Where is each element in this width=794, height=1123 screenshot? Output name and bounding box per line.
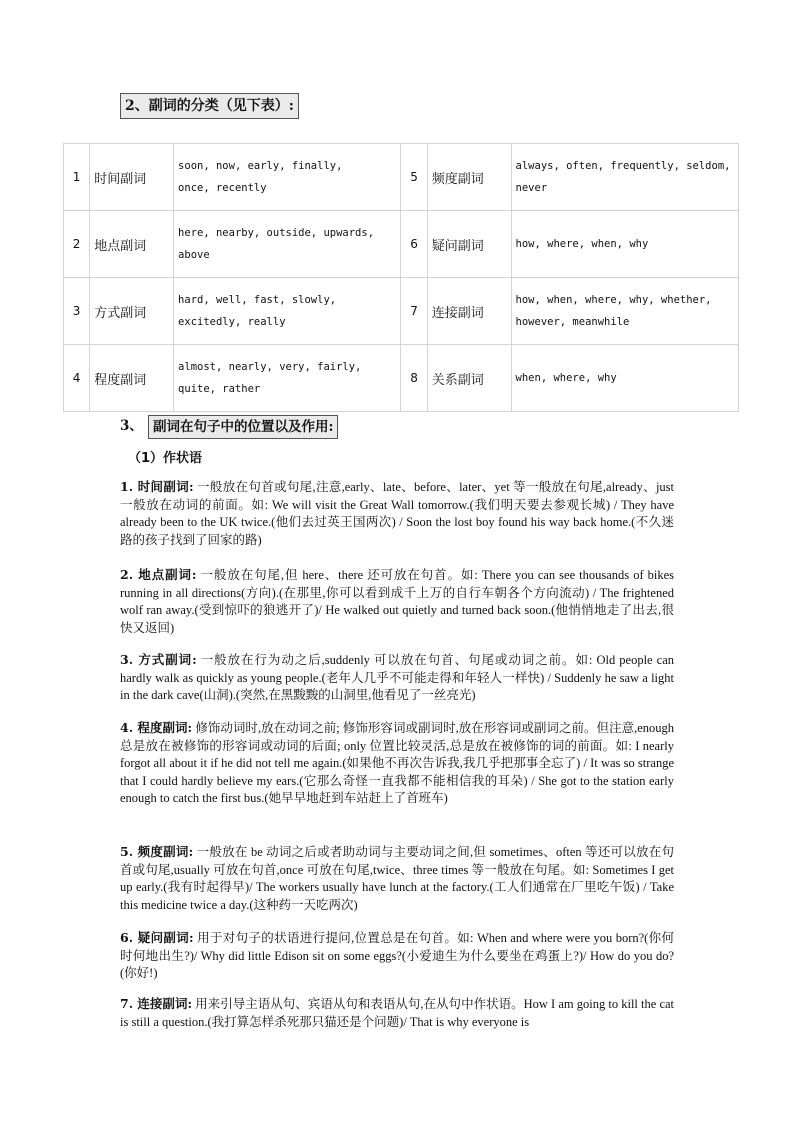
table-row	[64, 144, 739, 211]
paragraph-label: 4. 程度副词:	[120, 720, 193, 735]
section-3-heading: 副词在句子中的位置以及作用:	[148, 415, 338, 439]
paragraph-label: 5. 频度副词:	[120, 844, 194, 859]
example-words-line: here, nearby, outside, upwards,	[178, 227, 375, 239]
category-examples	[174, 278, 401, 345]
example-words-line: how, where, when, why	[515, 238, 649, 250]
paragraph-label: 7. 连接副词:	[120, 996, 193, 1011]
category-examples	[511, 278, 738, 345]
example-words-line: almost, nearly, very, fairly,	[178, 361, 362, 373]
category-number: 3	[64, 278, 90, 345]
category-number: 4	[64, 345, 90, 412]
category-name: 地点副词	[90, 211, 174, 278]
paragraph-conjunctive-adverbs	[120, 995, 674, 1031]
category-examples	[511, 144, 738, 211]
example-words-line: excitedly, really	[178, 316, 286, 328]
paragraph-text: 一般放在 be 动词之后或者助动词与主要动词之间,但 sometimes、often 等还可以放在句首或句尾,usually 可放在句首,once 可放在句尾,twice、three times 等一般放在句尾。如: Sometimes I get up early.(我有时起得早)/ The workers usually have lunch at the factory.(工人们通常在厂里吃午饭) / Take this medicine twice a day.(这种药一天吃两次)	[120, 845, 675, 912]
example-words-line: above	[178, 249, 210, 261]
adverb-classification-table	[63, 143, 739, 412]
paragraph-text: 一般放在句首或句尾,注意,early、late、before、later、yet 等一般放在句尾,already、just 一般放在动词的前面。如: We will visit the Great Wall tomorrow.(我们明天要去参观长城) / They have already been to the UK twice.(他们去过英王国两次) / Soon the lost boy found his way back home.(不久迷路的孩子找到了回家的路)	[120, 480, 675, 547]
section-3-number: 3、	[120, 418, 143, 434]
subsection-1-title: （1）作状语	[128, 451, 203, 466]
category-name: 连接副词	[427, 278, 511, 345]
category-name: 频度副词	[427, 144, 511, 211]
category-examples	[511, 211, 738, 278]
category-number: 2	[64, 211, 90, 278]
paragraph-label: 2. 地点副词:	[120, 567, 197, 582]
example-words-line: once, recently	[178, 182, 267, 194]
example-words-line: never	[515, 182, 548, 194]
paragraph-manner-adverbs	[120, 651, 674, 705]
paragraph-text: 用来引导主语从句、宾语从句和表语从句,在从句中作状语。How I am going to kill the cat is still a question.(我打算怎样杀死那只猫还是个问题)/ That is why everyone is	[120, 997, 675, 1029]
table-row	[64, 211, 739, 278]
example-words-line: how, when, where, why, whether,	[515, 294, 712, 306]
category-number: 8	[401, 345, 427, 412]
category-examples	[174, 211, 401, 278]
paragraph-degree-adverbs	[120, 719, 674, 808]
category-examples	[174, 345, 401, 412]
example-words-line: hard, well, fast, slowly,	[178, 294, 337, 306]
category-examples	[174, 144, 401, 211]
category-number: 1	[64, 144, 90, 211]
paragraph-frequency-adverbs	[120, 843, 674, 914]
category-number: 6	[401, 211, 427, 278]
paragraph-text: 一般放在行为动之后,suddenly 可以放在句首、句尾或动词之前。如: Old people can hardly walk as quickly as young people.(老年人几乎不可能走得和年轻人一样快) / Suddenly he saw a light in the dark cave(山洞).(突然,在黑黢黢的山洞里,他看见了一丝亮光)	[120, 653, 674, 703]
example-words-line: soon, now, early, finally,	[178, 160, 343, 172]
category-examples	[511, 345, 738, 412]
section-2-heading: 2、副词的分类（见下表）:	[120, 93, 299, 119]
paragraph-label: 1. 时间副词:	[120, 479, 194, 494]
paragraph-text: 修饰动词时,放在动词之前; 修饰形容词或副词时,放在形容词或副词之前。但注意,enough 总是放在被修饰的形容词或动词的后面; only 位置比较灵活,总是放在被修饰的词的前面。如: I nearly forgot all about it if he did not tell me again.(如果他不再次告诉我,我几乎把那事全忘了) / It was so strange that I could hardly believe my ears.(它那么奇怪一直我都不能相信我的耳朵) / She got to the station early enough to catch the first bus.(她早早地赶到车站赶上了首班车)	[120, 721, 675, 806]
category-number: 5	[401, 144, 427, 211]
paragraph-interrogative-adverbs	[120, 929, 674, 983]
paragraph-label: 6. 疑问副词:	[120, 930, 194, 945]
example-words-line: quite, rather	[178, 383, 261, 395]
category-name: 疑问副词	[427, 211, 511, 278]
category-number: 7	[401, 278, 427, 345]
example-words-line: however, meanwhile	[515, 316, 630, 328]
paragraph-place-adverbs	[120, 566, 674, 637]
example-words-line: always, often, frequently, seldom,	[515, 160, 731, 172]
paragraph-text: 一般放在句尾,但 here、there 还可放在句首。如: There you can see thousands of bikes running in all directions(方向).(在那里,你可以看到成千上万的自行车朝各个方向流动) / The frightened wolf ran away.(受到惊吓的狼逃开了)/ He walked out quietly and turned back soon.(他悄悄地走了出去,很快又返回)	[120, 568, 675, 635]
category-name: 方式副词	[90, 278, 174, 345]
paragraph-label: 3. 方式副词:	[120, 652, 197, 667]
example-words-line: when, where, why	[515, 372, 617, 384]
category-name: 时间副词	[90, 144, 174, 211]
paragraph-time-adverbs	[120, 478, 674, 549]
paragraph-text: 用于对句子的状语进行提问,位置总是在句首。如: When and where were you born?(你何时何地出生?)/ Why did little Edison sit on some eggs?(小爱迪生为什么要坐在鸡蛋上?)/ How do you do?(你好!)	[120, 931, 675, 981]
category-name: 程度副词	[90, 345, 174, 412]
category-name: 关系副词	[427, 345, 511, 412]
table-row	[64, 345, 739, 412]
table-row	[64, 278, 739, 345]
